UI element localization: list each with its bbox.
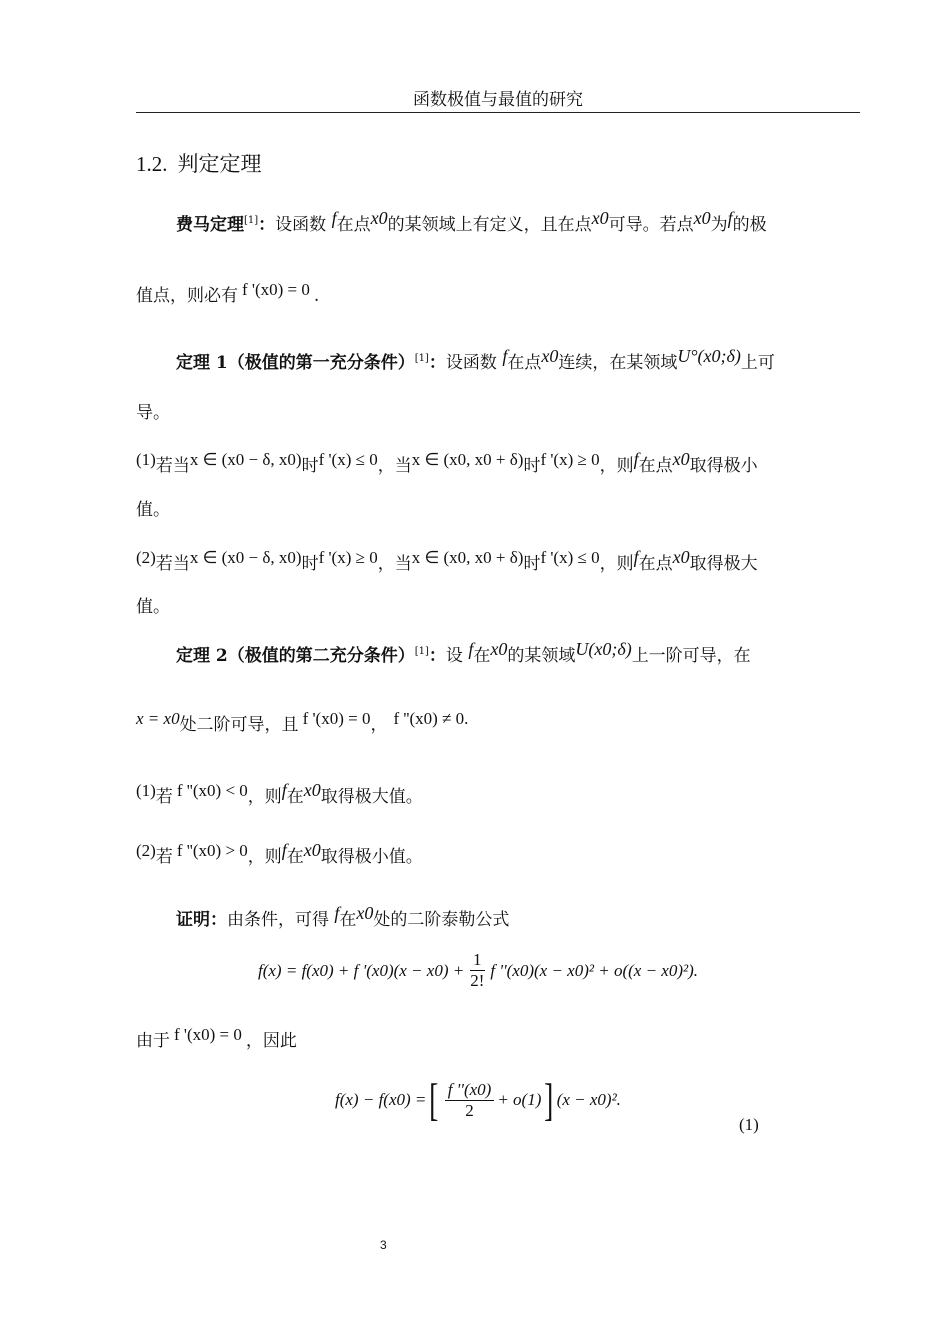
- math-x0: x0: [672, 547, 690, 567]
- text: 上一阶可导，在: [631, 646, 751, 666]
- text: 在点: [638, 554, 673, 574]
- math-x0: x0: [693, 208, 711, 228]
- fermat-line-1: [176, 208, 767, 238]
- text: 设函数: [275, 215, 327, 235]
- text: 由于: [136, 1031, 170, 1051]
- text: ，当: [377, 554, 412, 574]
- colon: ：: [258, 215, 276, 235]
- text: 的某领域: [507, 646, 576, 666]
- math-inequality: f '(x) ≥ 0: [540, 450, 600, 469]
- case-number: (2): [136, 841, 156, 860]
- math-f: f: [281, 780, 287, 800]
- equation-number: (1): [739, 1115, 759, 1134]
- math-condition: f '(x0) = 0: [302, 709, 371, 728]
- right-bracket: ]: [544, 1074, 554, 1125]
- text: 时: [301, 456, 319, 476]
- text: 处的二阶泰勒公式: [373, 910, 510, 930]
- math-condition: f ''(x0) < 0: [176, 781, 248, 800]
- text: 值点，则必有: [136, 286, 238, 306]
- section-title: 判定定理: [177, 152, 262, 176]
- math-f: f: [727, 208, 733, 228]
- text: 为: [710, 215, 728, 235]
- case-number: (2): [136, 548, 156, 567]
- text: 取得极小: [689, 456, 758, 476]
- math-interval: x ∈ (x0 − δ, x0): [189, 450, 302, 469]
- proof-line-1: [176, 903, 510, 933]
- text: ，则: [599, 456, 634, 476]
- theorem2-line-2: [136, 709, 469, 738]
- text: 的极: [732, 215, 767, 235]
- text: ，因此: [245, 1031, 297, 1051]
- text: 时: [523, 554, 541, 574]
- math-x0: x0: [591, 208, 609, 228]
- text: 若: [155, 787, 173, 807]
- math-f: f: [334, 903, 340, 923]
- text: 若: [155, 847, 173, 867]
- fraction: [445, 1080, 495, 1121]
- math-x0: x0: [303, 780, 321, 800]
- numerator: f ''(x0): [445, 1080, 495, 1101]
- section-number: 1.2.: [136, 152, 168, 176]
- theorem1-line-1: [176, 346, 775, 376]
- math-expression: f ''(x0)(x − x0)² + o((x − x0)²).: [490, 960, 699, 980]
- text: 在: [286, 787, 304, 807]
- equation-1: [335, 1074, 621, 1125]
- math-interval: x ∈ (x0 − δ, x0): [189, 548, 302, 567]
- math-expression: + o(1): [497, 1090, 542, 1109]
- math-condition: f '(x0) = 0: [174, 1025, 242, 1044]
- text: 可导。若点: [608, 215, 694, 235]
- math-f: f: [331, 208, 337, 228]
- text: 上可: [740, 353, 775, 373]
- text: 在点: [638, 456, 673, 476]
- math-f: f: [633, 547, 639, 567]
- text: 取得极小值。: [320, 847, 423, 867]
- left-bracket: [: [429, 1074, 439, 1125]
- theorem2-label: 定理 2（极值的第二充分条件）: [176, 646, 415, 666]
- math-x0: x0: [356, 903, 374, 923]
- math-condition: f '(x0) = 0: [242, 280, 310, 299]
- math-condition: f ''(x0) > 0: [176, 841, 248, 860]
- math-x0: x0: [370, 208, 388, 228]
- theorem2-case-1: [136, 780, 423, 810]
- math-expression: (x − x0)².: [556, 1090, 621, 1109]
- math-neighborhood: U(x0;δ): [575, 639, 632, 659]
- text: 时: [523, 456, 541, 476]
- theorem1-case-1: [136, 449, 758, 479]
- math-x0: x0: [303, 840, 321, 860]
- text: 在点: [336, 215, 371, 235]
- text: 处二阶可导，且: [179, 715, 299, 735]
- text: ，则: [599, 554, 634, 574]
- page-header: 函数极值与最值的研究: [136, 88, 860, 113]
- text: 在点: [507, 353, 542, 373]
- text: 在: [339, 910, 357, 930]
- theorem1-case-2: [136, 547, 758, 577]
- math-condition: f ''(x0) ≠ 0.: [393, 709, 469, 728]
- case-number: (1): [136, 781, 156, 800]
- math-f: f: [633, 449, 639, 469]
- text: 取得极大值。: [320, 787, 423, 807]
- proof-line-2: [136, 1025, 297, 1054]
- citation: [1]: [244, 215, 259, 226]
- colon: ：: [428, 646, 446, 666]
- text: 若当: [155, 554, 190, 574]
- text: 时: [301, 554, 319, 574]
- text: ，则: [247, 847, 282, 867]
- math-f: f: [468, 639, 474, 659]
- fraction: [467, 950, 487, 991]
- case-number: (1): [136, 450, 156, 469]
- text: 的某领域上有定义，且在点: [387, 215, 592, 235]
- math-expression: f(x) = f(x0) + f '(x0)(x − x0) +: [258, 960, 465, 980]
- text: 由条件，可得: [227, 910, 329, 930]
- taylor-formula: [258, 950, 698, 991]
- math-inequality: f '(x) ≥ 0: [318, 548, 378, 567]
- fermat-label: 费马定理: [176, 215, 244, 235]
- proof-label: 证明: [176, 910, 210, 930]
- math-neighborhood: U°(x0;δ): [677, 346, 741, 366]
- colon: ：: [210, 910, 227, 930]
- text: ，: [370, 715, 388, 735]
- citation: [1]: [414, 646, 429, 657]
- text: 取得极大: [689, 554, 758, 574]
- math-x0: x0: [672, 449, 690, 469]
- text: 在: [473, 646, 491, 666]
- text: ，则: [247, 787, 282, 807]
- page-number: 3: [380, 1238, 387, 1252]
- theorem1-label: 定理 1（极值的第一充分条件）: [176, 353, 415, 373]
- text: 连续，在某领域: [558, 353, 678, 373]
- theorem1-line-2: 导。: [136, 403, 170, 423]
- colon: ：: [428, 353, 446, 373]
- math-inequality: f '(x) ≤ 0: [318, 450, 378, 469]
- text: ，当: [377, 456, 412, 476]
- citation: [1]: [414, 353, 429, 364]
- theorem2-line-1: [176, 639, 751, 669]
- math-x0: x0: [490, 639, 508, 659]
- denominator: 2: [465, 1100, 474, 1120]
- fermat-line-2: [136, 280, 320, 309]
- text: 设函数: [445, 353, 497, 373]
- section-heading: [136, 148, 262, 178]
- numerator: 1: [470, 950, 485, 971]
- math-x-equals: x = x0: [136, 709, 180, 728]
- math-f: f: [281, 840, 287, 860]
- math-interval: x ∈ (x0, x0 + δ): [411, 450, 524, 469]
- math-expression: f(x) − f(x0) =: [335, 1090, 427, 1109]
- math-f: f: [502, 346, 508, 366]
- denominator: 2!: [470, 971, 485, 990]
- math-x0: x0: [541, 346, 559, 366]
- theorem2-case-2: [136, 840, 423, 870]
- math-inequality: f '(x) ≤ 0: [540, 548, 600, 567]
- text: 在: [286, 847, 304, 867]
- theorem1-case-2-cont: 值。: [136, 597, 170, 617]
- theorem1-case-1-cont: 值。: [136, 500, 170, 520]
- text: 设: [445, 646, 463, 666]
- text: 若当: [155, 456, 190, 476]
- math-interval: x ∈ (x0, x0 + δ): [411, 548, 524, 567]
- text: .: [313, 286, 320, 306]
